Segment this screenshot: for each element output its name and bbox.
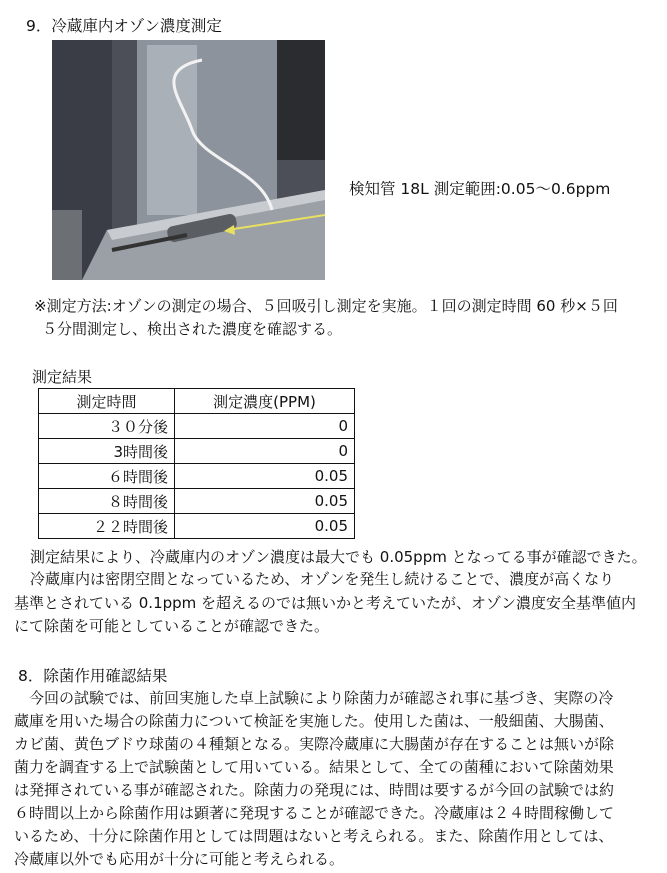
cell-concentration: 0 (175, 439, 355, 464)
results-paragraph-line: 冷蔵庫内は密閉空間となっているため、オゾンを発生し続けることで、濃度が高くなり (30, 570, 615, 588)
sterilization-paragraph-line: ６時間以上から除菌作用は顕著に発現することが確認できた。冷蔵庫は２４時間稼働して (14, 804, 615, 822)
sterilization-paragraph-line: 冷蔵庫以外でも応用が十分に可能と考えられる。 (14, 850, 345, 868)
cell-time: ３０分後 (39, 414, 175, 439)
cell-time: ６時間後 (39, 464, 175, 489)
ozone-results-table (38, 388, 355, 539)
table-row (39, 439, 355, 464)
cell-concentration: 0.05 (175, 489, 355, 514)
sterilization-paragraph-line: いるため、十分に除菌作用としては問題はないと考えられる。また、除菌作用としては、 (14, 827, 614, 845)
table-row (39, 414, 355, 439)
cell-time: 3時間後 (39, 439, 175, 464)
sterilization-paragraph-line: 菌力を調査する上で試験菌として用いている。結果として、全ての菌種において除菌効果 (14, 758, 614, 776)
sterilization-paragraph-line: は発揮されている事が確認された。除菌力の発現には、時間は要するが今回の試験では約 (14, 781, 615, 799)
cell-concentration: 0 (175, 414, 355, 439)
refrigerator-photo (52, 40, 325, 280)
column-header-time: 測定時間 (39, 389, 175, 414)
method-note-line-2: ５分間測定し、検出された濃度を確認する。 (42, 320, 343, 338)
sterilization-paragraph-line: カビ菌、黄色ブドウ球菌の４種類となる。実際冷蔵庫に大腸菌が存在することは無いが除 (14, 735, 615, 753)
table-header-row (39, 389, 355, 414)
results-paragraph-line: 基準とされている 0.1ppm を超えるのでは無いかと考えていたが、オゾン濃度安全基準値内 (14, 594, 637, 612)
results-paragraph-line: 測定結果により、冷蔵庫内のオゾン濃度は最大でも 0.05ppm となってる事が確認できた。 (30, 548, 647, 566)
method-note-line-1: ※測定方法:オゾンの測定の場合、５回吸引し測定を実施。１回の測定時間 60 秒×５回 (34, 297, 618, 315)
section-8-heading: 8．除菌作用確認結果 (18, 667, 168, 685)
cell-concentration: 0.05 (175, 514, 355, 539)
section-9-heading: 9．冷蔵庫内オゾン濃度測定 (26, 17, 222, 35)
table-row (39, 489, 355, 514)
results-label: 測定結果 (32, 368, 93, 386)
cell-time: ８時間後 (39, 489, 175, 514)
sterilization-paragraph-line: 今回の試験では、前回実施した卓上試験により除菌力が確認され事に基づき、実際の冷 (14, 689, 614, 707)
cell-time: ２２時間後 (39, 514, 175, 539)
cell-concentration: 0.05 (175, 464, 355, 489)
column-header-concentration: 測定濃度(PPM) (175, 389, 355, 414)
table-row (39, 464, 355, 489)
detector-tube-caption: 検知管 18L 測定範囲:0.05～0.6ppm (349, 180, 611, 198)
table-row (39, 514, 355, 539)
sterilization-paragraph-line: 蔵庫を用いた場合の除菌力について検証を実施した。使用した菌は、一般細菌、大腸菌、 (14, 712, 614, 730)
results-paragraph-line: にて除菌を可能としていることが確認できた。 (14, 617, 330, 635)
